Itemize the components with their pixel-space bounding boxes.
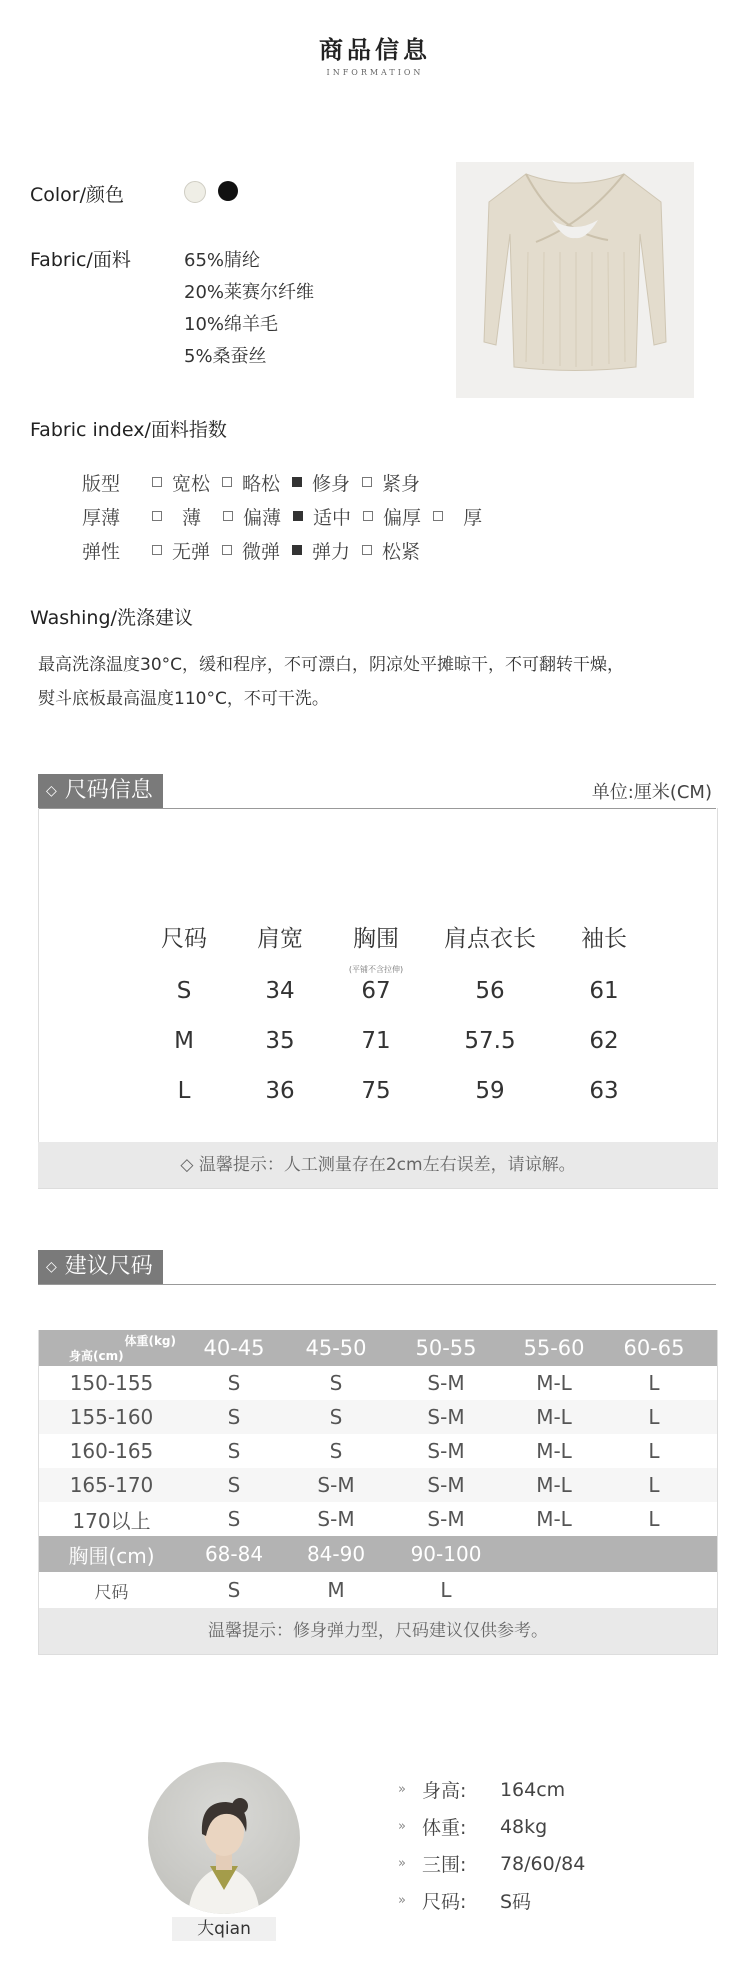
recommend-size-cell: M-L <box>536 1405 572 1429</box>
size-cell: 36 <box>265 1078 295 1104</box>
sweater-illustration <box>456 162 694 398</box>
fabric-index-row-label: 厚薄 <box>82 506 121 529</box>
recommend-size-cell: S <box>227 1371 241 1395</box>
recommend-size-cell: S <box>329 1405 343 1429</box>
fabric-index-option <box>292 469 350 496</box>
height-range: 155-160 <box>69 1405 154 1429</box>
size-header-label: 袖长 <box>581 925 627 952</box>
weight-range: 60-65 <box>623 1336 685 1360</box>
size-header-label: 胸围 <box>353 925 399 952</box>
recommend-title: 建议尺码 <box>64 1254 153 1279</box>
page-title: 商品信息 <box>319 36 431 64</box>
weight-label: 体重(kg) <box>124 1334 176 1348</box>
fabric-index-row-label: 版型 <box>82 472 121 495</box>
size-cell: 67 <box>361 978 391 1004</box>
chest-value: 90-100 <box>410 1542 482 1566</box>
model-info-value: 164cm <box>499 1778 566 1801</box>
recommend-table-row <box>39 1434 717 1468</box>
size-cell: M <box>174 1028 194 1054</box>
fabric-index-option <box>292 537 350 564</box>
size-value: L <box>440 1578 452 1602</box>
diamond-icon: ◇ <box>46 783 57 799</box>
fabric-index-option <box>152 503 211 530</box>
recommend-table-row <box>39 1366 717 1400</box>
fabric-index-option <box>362 469 420 496</box>
fabric-index-option <box>222 537 280 564</box>
model-info-row <box>398 1850 585 1877</box>
size-header-cell <box>426 920 554 953</box>
fabric-line: 65%腈纶 <box>184 250 261 271</box>
fabric-index-option-label: 弹力 <box>312 540 351 563</box>
fabric-index-option-label: 修身 <box>312 472 351 495</box>
model-portrait <box>148 1762 300 1914</box>
size-header-label: 肩宽 <box>257 925 303 952</box>
washing-line: 熨斗底板最高温度110°C，不可干洗。 <box>38 689 329 709</box>
size-header-cell <box>134 920 234 953</box>
model-info-value: 78/60/84 <box>499 1852 586 1875</box>
washing-text <box>38 648 728 716</box>
fabric-index-option <box>363 503 421 530</box>
recommend-size-cell: S-M <box>427 1507 465 1531</box>
model-info-value: 48kg <box>499 1815 548 1838</box>
fabric-index-option-label: 紧身 <box>382 472 421 495</box>
size-cell: 62 <box>589 1028 619 1054</box>
size-info-header <box>38 774 716 809</box>
weight-range: 45-50 <box>305 1336 367 1360</box>
fabric-index-option <box>293 503 351 530</box>
recommend-size-cell: S <box>227 1473 241 1497</box>
recommend-header <box>38 1250 716 1285</box>
model-avatar <box>148 1762 300 1914</box>
size-cell: 75 <box>361 1078 391 1104</box>
fabric-index-option-label: 略松 <box>242 472 281 495</box>
height-range: 160-165 <box>69 1439 154 1463</box>
weight-height-corner <box>39 1330 184 1366</box>
model-info-value: S码 <box>499 1891 532 1913</box>
swatch-cream[interactable] <box>184 181 206 203</box>
size-header-label: 肩点衣长 <box>444 925 536 952</box>
recommend-size-cell: L <box>648 1405 660 1429</box>
fabric-index-row <box>82 468 432 496</box>
recommend-table-row <box>39 1468 717 1502</box>
product-image <box>456 162 694 398</box>
recommend-size-cell: L <box>648 1439 660 1463</box>
fabric-line: 10%绵羊毛 <box>184 314 279 335</box>
recommend-size-cell: S-M <box>317 1507 355 1531</box>
fabric-index-option-label: 偏厚 <box>383 506 422 529</box>
recommend-size-cell: S-M <box>427 1405 465 1429</box>
fabric-index-option-label: 适中 <box>313 506 352 529</box>
size-table-row <box>134 1066 654 1116</box>
height-label: 身高(cm) <box>69 1349 124 1363</box>
fabric-index-option-label: 厚 <box>463 506 483 529</box>
recommend-size-cell: M-L <box>536 1473 572 1497</box>
size-cell: 56 <box>475 978 505 1004</box>
double-chevron-icon: » <box>398 1819 406 1834</box>
recommend-size-cell: M-L <box>536 1507 572 1531</box>
size-cell: 61 <box>589 978 619 1004</box>
double-chevron-icon: » <box>398 1782 406 1797</box>
color-label: Color/颜色 <box>30 184 125 206</box>
recommend-table-header <box>39 1330 717 1366</box>
model-info-key: 身高: <box>421 1780 467 1802</box>
recommend-size-cell: S-M <box>317 1473 355 1497</box>
checked-box-icon <box>293 511 303 521</box>
weight-range: 50-55 <box>415 1336 477 1360</box>
model-info-key: 尺码: <box>421 1891 467 1913</box>
fabric-label: Fabric/面料 <box>30 249 131 271</box>
size-header-cell <box>554 920 654 953</box>
size-cell: 63 <box>589 1078 619 1104</box>
fabric-index-option <box>152 469 210 496</box>
size-cell: S <box>176 978 192 1004</box>
recommend-size-cell: S <box>329 1439 343 1463</box>
fabric-index-option <box>433 503 492 530</box>
recommend-size-cell: S-M <box>427 1371 465 1395</box>
recommend-size-cell: L <box>648 1507 660 1531</box>
unchecked-box-icon <box>362 477 372 487</box>
fabric-index-option <box>362 537 420 564</box>
unchecked-box-icon <box>152 477 162 487</box>
unchecked-box-icon <box>222 477 232 487</box>
size-unit: 单位:厘米(CM) <box>591 782 712 803</box>
height-range: 150-155 <box>69 1371 154 1395</box>
model-info-key: 体重: <box>421 1817 467 1839</box>
size-cell: L <box>177 1078 191 1104</box>
model-info-row <box>398 1776 565 1803</box>
unchecked-box-icon <box>363 511 373 521</box>
fabric-index-option <box>222 469 280 496</box>
unchecked-box-icon <box>152 511 162 521</box>
model-info-key: 三围: <box>421 1854 467 1876</box>
unchecked-box-icon <box>433 511 443 521</box>
fabric-index-row <box>82 502 504 530</box>
fabric-index-option-label: 松紧 <box>382 540 421 563</box>
fabric-index-option <box>152 537 210 564</box>
double-chevron-icon: » <box>398 1856 406 1871</box>
recommend-size-cell: S <box>329 1371 343 1395</box>
recommend-tip: 温馨提示：修身弹力型，尺码建议仅供参考。 <box>39 1608 717 1654</box>
page-subtitle: INFORMATION <box>326 68 424 77</box>
fabric-index-option-label: 薄 <box>182 506 202 529</box>
size-header-label: 尺码 <box>161 925 207 952</box>
fabric-index-option <box>223 503 281 530</box>
fabric-index-label: Fabric index/面料指数 <box>30 419 227 441</box>
size-table-row <box>134 1016 654 1066</box>
model-info-row <box>398 1887 531 1914</box>
weight-range: 40-45 <box>203 1336 265 1360</box>
washing-line: 最高洗涤温度30°C，缓和程序，不可漂白，阴凉处平摊晾干，不可翻转干燥， <box>38 655 625 675</box>
checked-box-icon <box>292 477 302 487</box>
size-table <box>134 906 654 1116</box>
recommend-size-cell: L <box>648 1371 660 1395</box>
size-value: M <box>327 1578 345 1602</box>
fabric-index-option-label: 宽松 <box>172 472 211 495</box>
checked-box-icon <box>292 545 302 555</box>
chest-label: 胸围(cm) <box>68 1543 155 1568</box>
recommend-size-cell: S <box>227 1507 241 1531</box>
swatch-black[interactable] <box>218 181 238 201</box>
chest-note: (平铺不含拉伸) <box>348 964 404 974</box>
fabric-index-option-label: 无弹 <box>172 540 211 563</box>
chest-row <box>39 1536 717 1572</box>
size-row <box>39 1572 717 1608</box>
model-name: 大qian <box>172 1917 276 1941</box>
fabric-index-option-label: 微弹 <box>242 540 281 563</box>
height-range: 170以上 <box>72 1508 151 1533</box>
diamond-icon: ◇ <box>46 1259 57 1275</box>
double-chevron-icon: » <box>398 1893 406 1908</box>
size-cell: 59 <box>475 1078 505 1104</box>
size-cell: 34 <box>265 978 295 1004</box>
size-table-box <box>38 808 718 1189</box>
fabric-index-row <box>82 536 432 564</box>
chest-value: 68-84 <box>204 1542 264 1566</box>
recommend-size-cell: M-L <box>536 1439 572 1463</box>
recommend-size-cell: M-L <box>536 1371 572 1395</box>
fabric-line: 5%桑蚕丝 <box>184 346 267 367</box>
size-cell: 57.5 <box>464 1028 516 1054</box>
size-info-title-tag <box>38 774 163 808</box>
washing-label: Washing/洗涤建议 <box>30 607 193 629</box>
size-value: S <box>227 1578 241 1602</box>
recommend-size-cell: S-M <box>427 1473 465 1497</box>
size-label: 尺码 <box>94 1582 129 1603</box>
unchecked-box-icon <box>223 511 233 521</box>
size-header-cell <box>234 920 326 953</box>
fabric-index-row-label: 弹性 <box>82 540 121 563</box>
weight-range: 55-60 <box>523 1336 585 1360</box>
fabric-line: 20%莱赛尔纤维 <box>184 282 315 303</box>
size-cell: 71 <box>361 1028 391 1054</box>
fabric-index-option-label: 偏薄 <box>243 506 282 529</box>
recommend-size-cell: S-M <box>427 1439 465 1463</box>
recommend-size-cell: L <box>648 1473 660 1497</box>
unchecked-box-icon <box>222 545 232 555</box>
size-table-header <box>134 906 654 974</box>
unchecked-box-icon <box>362 545 372 555</box>
height-range: 165-170 <box>69 1473 154 1497</box>
model-info-row <box>398 1813 547 1840</box>
recommend-table-row <box>39 1400 717 1434</box>
size-cell: 35 <box>265 1028 295 1054</box>
chest-value: 84-90 <box>306 1542 366 1566</box>
recommend-size-cell: S <box>227 1405 241 1429</box>
unchecked-box-icon <box>152 545 162 555</box>
recommend-table-row <box>39 1502 717 1536</box>
recommend-title-tag <box>38 1250 163 1284</box>
size-tip: ◇ 温馨提示：人工测量存在2cm左右误差，请谅解。 <box>38 1142 718 1188</box>
recommend-table <box>38 1330 718 1655</box>
recommend-size-cell: S <box>227 1439 241 1463</box>
size-info-title: 尺码信息 <box>64 778 153 803</box>
size-header-cell <box>326 920 426 974</box>
